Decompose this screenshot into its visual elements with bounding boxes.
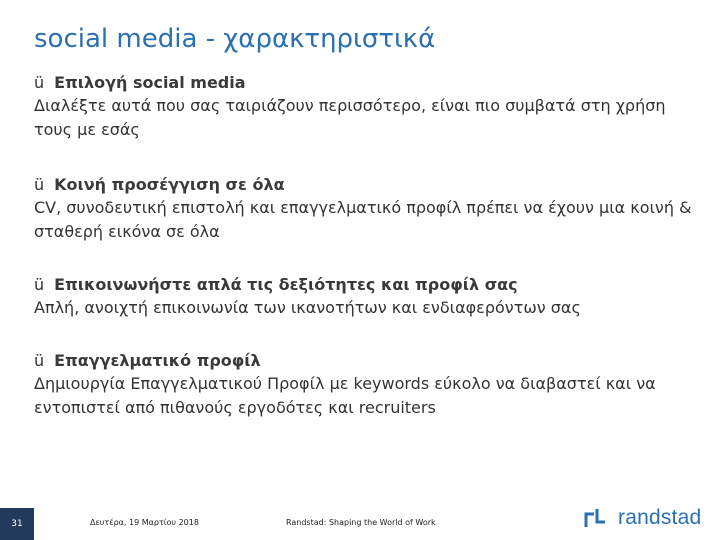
randstad-logo [584, 506, 701, 530]
checkmark-icon: ü [34, 275, 45, 294]
randstad-logo-icon [584, 507, 614, 529]
checkmark-icon: ü [34, 351, 45, 370]
footer-tagline: Randstad: Shaping the World of Work [286, 518, 436, 527]
footer-date: Δευτέρα, 19 Μαρτίου 2018 [90, 518, 199, 527]
bullet-body: CV, συνοδευτική επιστολή και επαγγελματικό προφίλ πρέπει να έχουν μια κοινή & σταθερή εικόνα σε όλα [34, 198, 692, 241]
bullet-body: Απλή, ανοιχτή επικοινωνία των ικανοτήτων και ενδιαφερόντων σας [34, 298, 581, 317]
bullet-point [34, 350, 694, 420]
bullet-heading [34, 174, 694, 196]
bullet-point [34, 174, 694, 244]
slide-title: social media - χαρακτηριστικά [34, 24, 436, 54]
logo-text: randstad [618, 506, 702, 529]
bullet-heading-text: Επιλογή social media [54, 73, 246, 92]
bullet-point [34, 274, 581, 320]
checkmark-icon: ü [34, 175, 45, 194]
page-number: 31 [0, 508, 34, 540]
bullet-heading [34, 350, 694, 372]
bullet-heading-text: Επαγγελματικό προφίλ [54, 351, 261, 370]
bullet-body: Δημιουργία Επαγγελματικού Προφίλ με keywords εύκολο να διαβαστεί και να εντοπιστεί από πιθανούς εργοδότες και recruiters [34, 374, 656, 417]
bullet-point [34, 72, 694, 142]
bullet-heading [34, 274, 581, 296]
checkmark-icon: ü [34, 73, 45, 92]
bullet-body: Διαλέξτε αυτά που σας ταιριάζουν περισσότερο, είναι πιο συμβατά στη χρήση τους με εσάς [34, 96, 666, 139]
bullet-heading [34, 72, 694, 94]
bullet-heading-text: Επικοινωνήστε απλά τις δεξιότητες και προφίλ σας [54, 275, 518, 294]
bullet-heading-text: Κοινή προσέγγιση σε όλα [54, 175, 285, 194]
